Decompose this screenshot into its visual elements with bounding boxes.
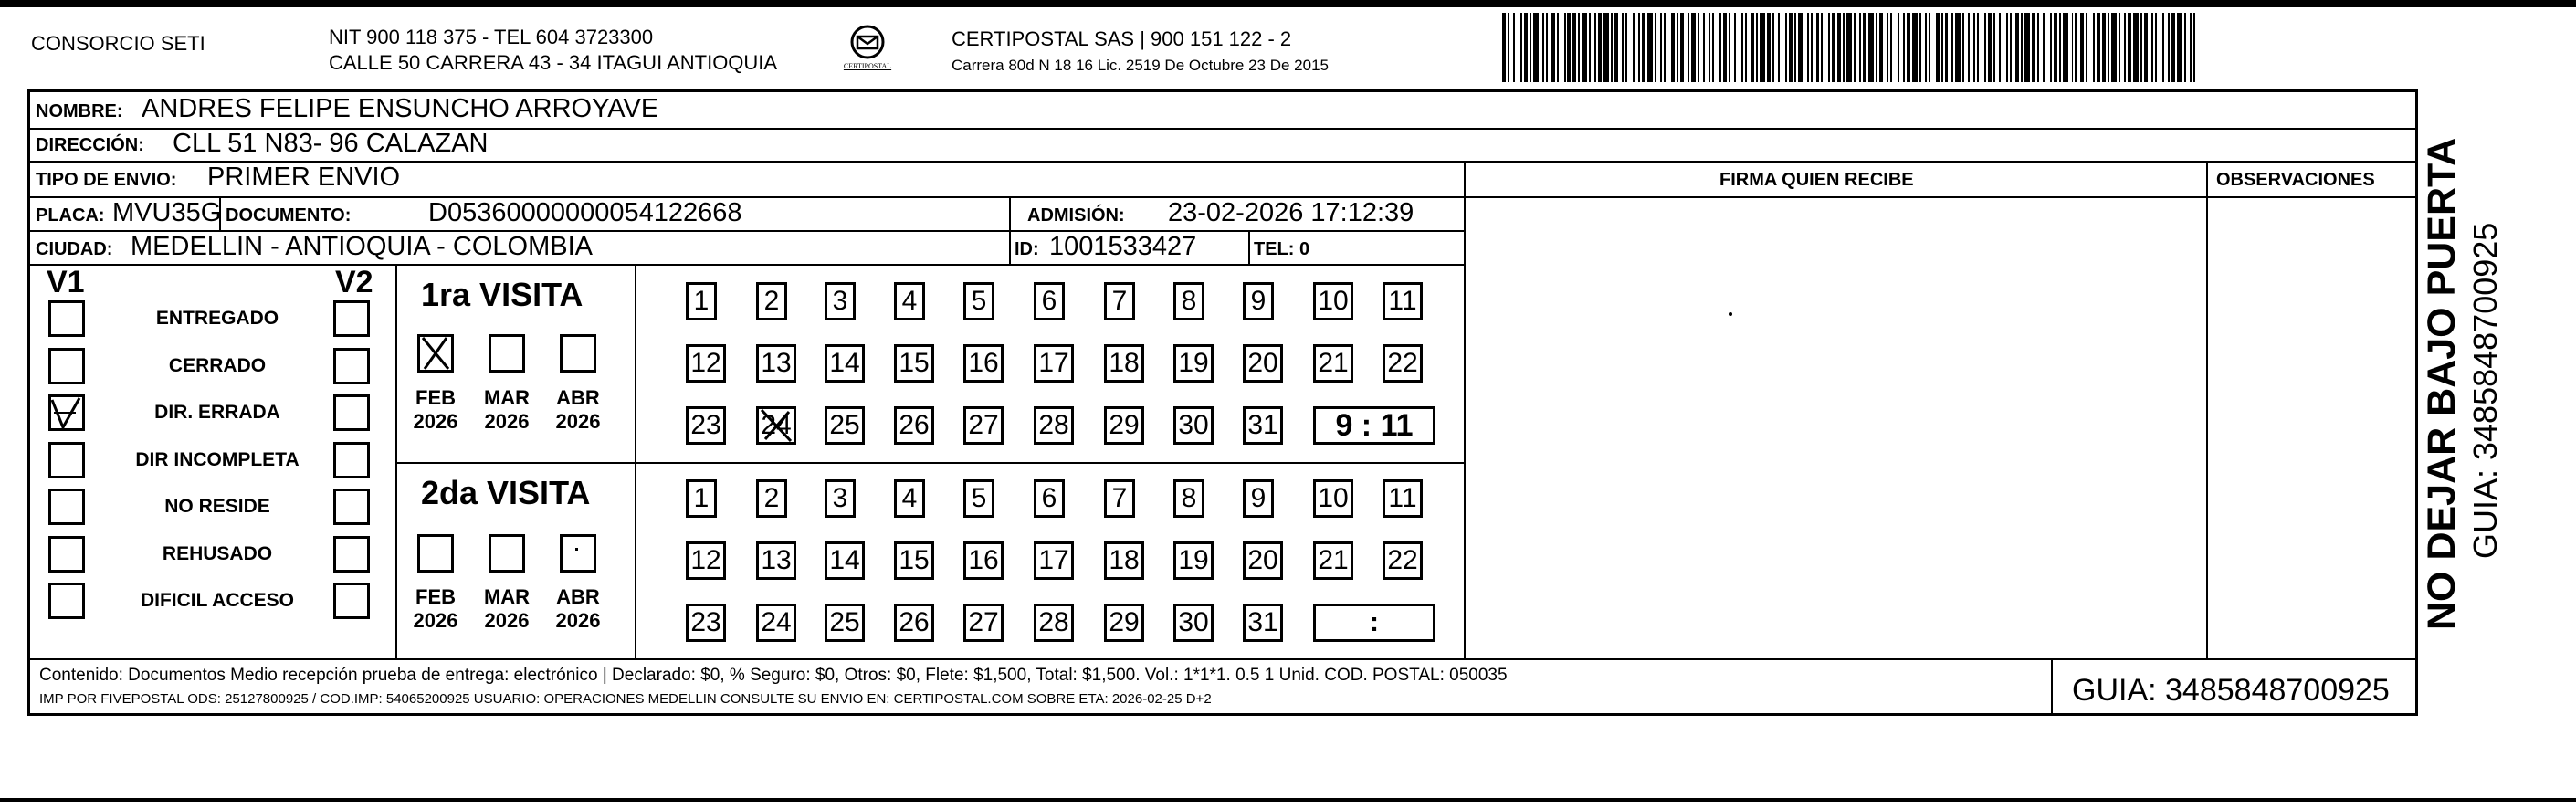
v2-checkbox-dir-errada[interactable] xyxy=(333,394,370,431)
second-visit-day-19[interactable]: 19 xyxy=(1173,541,1214,580)
tipo-label: TIPO DE ENVIO: xyxy=(36,170,177,190)
month-year-label xyxy=(408,585,463,633)
second-visit-day-5[interactable]: 5 xyxy=(963,479,994,518)
status-label-dir-incompleta: DIR INCOMPLETA xyxy=(135,448,300,470)
first-visit-day-30[interactable]: 30 xyxy=(1173,406,1214,445)
first-visit-day-16[interactable]: 16 xyxy=(963,344,1004,383)
v2-checkbox-cerrado[interactable] xyxy=(333,348,370,384)
signature-mark xyxy=(1729,312,1732,316)
nit-line: NIT 900 118 375 - TEL 604 3723300 xyxy=(329,26,654,48)
second-visit-day-17[interactable]: 17 xyxy=(1034,541,1074,580)
barcode xyxy=(1502,13,2201,82)
first-visit-day-12[interactable]: 12 xyxy=(686,344,726,383)
tipo-value: PRIMER ENVIO xyxy=(207,163,401,192)
v1-checkbox-dir-errada[interactable] xyxy=(48,394,85,431)
envelope-circle-icon xyxy=(838,24,897,79)
second-visit-day-3[interactable]: 3 xyxy=(825,479,856,518)
second-visit-day-9[interactable]: 9 xyxy=(1243,479,1274,518)
second-visit-month-abr[interactable] xyxy=(560,534,596,573)
id-label: ID: xyxy=(1015,239,1039,259)
month-year-label xyxy=(551,386,605,434)
month-label: ABR xyxy=(556,386,600,409)
first-visit-day-29[interactable]: 29 xyxy=(1104,406,1144,445)
ciudad-value: MEDELLIN - ANTIOQUIA - COLOMBIA xyxy=(131,232,593,261)
tel-value: 0 xyxy=(1299,239,1310,259)
first-visit-time-box[interactable]: 9 : 11 xyxy=(1313,406,1435,445)
v1-checkbox-dificil-acceso[interactable] xyxy=(48,583,85,619)
license-line: Carrera 80d N 18 16 Lic. 2519 De Octubre 23 De 2015 xyxy=(952,57,1329,74)
direccion-label: DIRECCIÓN: xyxy=(36,135,144,155)
cross-mark-icon xyxy=(756,406,796,445)
v1-header: V1 xyxy=(47,265,85,299)
documento-value: D05360000000054122668 xyxy=(428,198,742,227)
month-label: ABR xyxy=(556,585,600,608)
footer-guia: GUIA: 3485848700925 xyxy=(2072,673,2390,708)
company-name: CONSORCIO SETI xyxy=(31,32,205,55)
first-visit-day-15[interactable]: 15 xyxy=(894,344,934,383)
second-visit-day-7[interactable]: 7 xyxy=(1104,479,1135,518)
year-label: 2026 xyxy=(555,609,601,632)
month-label: FEB xyxy=(415,386,456,409)
v2-checkbox-no-reside[interactable] xyxy=(333,489,370,525)
observaciones-header: OBSERVACIONES xyxy=(2216,170,2375,190)
first-visit-day-13[interactable]: 13 xyxy=(756,344,796,383)
first-visit-day-28[interactable]: 28 xyxy=(1034,406,1074,445)
second-visit-day-2[interactable]: 2 xyxy=(756,479,787,518)
first-visit-day-14[interactable]: 14 xyxy=(825,344,865,383)
first-visit-day-21[interactable]: 21 xyxy=(1313,344,1353,383)
second-visit-day-23[interactable]: 23 xyxy=(686,604,726,642)
second-visit-day-13[interactable]: 13 xyxy=(756,541,796,580)
tel-label: TEL: xyxy=(1254,239,1295,259)
first-visit-day-1[interactable]: 1 xyxy=(686,282,717,320)
first-visit-title: 1ra VISITA xyxy=(421,276,584,313)
month-year-label xyxy=(479,386,534,434)
second-visit-day-11[interactable]: 11 xyxy=(1383,479,1423,518)
first-visit-day-23[interactable]: 23 xyxy=(686,406,726,445)
firma-header: FIRMA QUIEN RECIBE xyxy=(1719,170,1914,190)
status-label-cerrado: CERRADO xyxy=(168,354,267,376)
second-visit-time-box[interactable]: : xyxy=(1313,604,1435,642)
month-label: FEB xyxy=(415,585,456,608)
second-visit-day-18[interactable]: 18 xyxy=(1104,541,1144,580)
second-visit-day-21[interactable]: 21 xyxy=(1313,541,1353,580)
second-visit-day-20[interactable]: 20 xyxy=(1243,541,1283,580)
v1-checkbox-entregado[interactable] xyxy=(48,300,85,337)
first-visit-day-31[interactable]: 31 xyxy=(1243,406,1283,445)
status-label-dir-errada: DIR. ERRADA xyxy=(154,402,280,423)
second-visit-day-14[interactable]: 14 xyxy=(825,541,865,580)
first-visit-month-abr[interactable] xyxy=(560,334,596,373)
nombre-value: ANDRES FELIPE ENSUNCHO ARROYAVE xyxy=(142,94,659,123)
second-visit-day-31[interactable]: 31 xyxy=(1243,604,1283,642)
year-label: 2026 xyxy=(484,410,530,433)
first-visit-day-19[interactable]: 19 xyxy=(1173,344,1214,383)
bottom-edge-line xyxy=(0,798,2576,802)
check-mark-icon xyxy=(48,394,85,431)
first-visit-month-mar[interactable] xyxy=(489,334,525,373)
first-visit-day-18[interactable]: 18 xyxy=(1104,344,1144,383)
year-label: 2026 xyxy=(555,410,601,433)
shipping-label-form xyxy=(27,89,2418,716)
second-visit-day-8[interactable]: 8 xyxy=(1173,479,1204,518)
v1-checkbox-cerrado[interactable] xyxy=(48,348,85,384)
second-visit-day-1[interactable]: 1 xyxy=(686,479,717,518)
second-visit-month-feb[interactable] xyxy=(417,534,454,573)
v2-checkbox-dificil-acceso[interactable] xyxy=(333,583,370,619)
month-year-label xyxy=(408,386,463,434)
second-visit-day-25[interactable]: 25 xyxy=(825,604,865,642)
address-line: CALLE 50 CARRERA 43 - 34 ITAGUI ANTIOQUIA xyxy=(329,51,778,74)
first-visit-day-6[interactable]: 6 xyxy=(1034,282,1065,320)
v2-checkbox-dir-incompleta[interactable] xyxy=(333,442,370,478)
ciudad-label: CIUDAD: xyxy=(36,239,113,259)
v1-checkbox-no-reside[interactable] xyxy=(48,489,85,525)
second-visit-day-4[interactable]: 4 xyxy=(894,479,925,518)
nombre-label: NOMBRE: xyxy=(36,101,123,121)
id-value: 1001533427 xyxy=(1049,232,1197,261)
first-visit-day-4[interactable]: 4 xyxy=(894,282,925,320)
second-visit-day-15[interactable]: 15 xyxy=(894,541,934,580)
footer-content-line: Contenido: Documentos Medio recepción prueba de entrega: electrónico | Declarado: $0, % Seguro: $0, Otros: $0, Flete: $1,500, Total: $1,500. Vol.: 1*1*1. 0.5 1 Unid. COD. POSTAL: 050035 xyxy=(39,666,1508,685)
first-visit-day-10[interactable]: 10 xyxy=(1313,282,1353,320)
first-visit-day-11[interactable]: 11 xyxy=(1383,282,1423,320)
year-label: 2026 xyxy=(413,410,458,433)
first-visit-day-25[interactable]: 25 xyxy=(825,406,865,445)
month-year-label xyxy=(479,585,534,633)
first-visit-day-2[interactable]: 2 xyxy=(756,282,787,320)
dot-mark xyxy=(575,548,578,551)
second-visit-day-29[interactable]: 29 xyxy=(1104,604,1144,642)
top-edge-bar xyxy=(0,0,2576,7)
v1-checkbox-rehusado[interactable] xyxy=(48,536,85,573)
admision-value: 23-02-2026 17:12:39 xyxy=(1168,198,1414,227)
second-visit-day-26[interactable]: 26 xyxy=(894,604,934,642)
month-label: MAR xyxy=(483,585,531,608)
first-visit-day-7[interactable]: 7 xyxy=(1104,282,1135,320)
certipostal-line: CERTIPOSTAL SAS | 900 151 122 - 2 xyxy=(952,27,1292,50)
v2-header: V2 xyxy=(335,265,373,299)
first-visit-day-22[interactable]: 22 xyxy=(1383,344,1423,383)
month-year-label xyxy=(551,585,605,633)
first-visit-day-17[interactable]: 17 xyxy=(1034,344,1074,383)
status-label-rehusado: REHUSADO xyxy=(162,542,273,564)
first-visit-day-27[interactable]: 27 xyxy=(963,406,1004,445)
admision-label: ADMISIÓN: xyxy=(1027,205,1125,226)
first-visit-day-26[interactable]: 26 xyxy=(894,406,934,445)
first-visit-day-24[interactable]: 24 xyxy=(756,406,796,445)
second-visit-day-16[interactable]: 16 xyxy=(963,541,1004,580)
status-label-no-reside: NO RESIDE xyxy=(164,496,270,517)
second-visit-day-24[interactable]: 24 xyxy=(756,604,796,642)
second-visit-day-30[interactable]: 30 xyxy=(1173,604,1214,642)
second-visit-day-28[interactable]: 28 xyxy=(1034,604,1074,642)
first-visit-day-3[interactable]: 3 xyxy=(825,282,856,320)
status-label-dificil-acceso: DIFICIL ACCESO xyxy=(140,590,294,611)
second-visit-day-27[interactable]: 27 xyxy=(963,604,1004,642)
second-visit-month-mar[interactable] xyxy=(489,534,525,573)
second-visit-day-10[interactable]: 10 xyxy=(1313,479,1353,518)
placa-label: PLACA: xyxy=(36,205,105,226)
certipostal-logo xyxy=(838,24,897,79)
placa-value: MVU35G xyxy=(112,198,222,227)
no-dejar-bajo-puerta-text: NO DEJAR BAJO PUERTA xyxy=(2420,137,2464,630)
v2-checkbox-rehusado[interactable] xyxy=(333,536,370,573)
year-label: 2026 xyxy=(484,609,530,632)
year-label: 2026 xyxy=(413,609,458,632)
first-visit-day-20[interactable]: 20 xyxy=(1243,344,1283,383)
v2-checkbox-entregado[interactable] xyxy=(333,300,370,337)
month-label: MAR xyxy=(483,386,531,409)
second-visit-day-6[interactable]: 6 xyxy=(1034,479,1065,518)
cross-mark-icon xyxy=(417,334,454,373)
direccion-value: CLL 51 N83- 96 CALAZAN xyxy=(173,129,489,158)
second-visit-day-22[interactable]: 22 xyxy=(1383,541,1423,580)
logo-text: CERTIPOSTAL xyxy=(843,62,892,70)
status-label-entregado: ENTREGADO xyxy=(155,308,279,329)
v1-checkbox-dir-incompleta[interactable] xyxy=(48,442,85,478)
side-guia-text: GUIA: 3485848700925 xyxy=(2466,222,2504,559)
footer-imp-line: IMP POR FIVEPOSTAL ODS: 25127800925 / COD.IMP: 54065200925 USUARIO: OPERACIONES MEDELLIN CONSULTE SU ENVIO EN: CERTIPOSTAL.COM SOBRE ETA: 2026-02-25 D+2 xyxy=(39,691,1212,707)
second-visit-day-12[interactable]: 12 xyxy=(686,541,726,580)
first-visit-day-5[interactable]: 5 xyxy=(963,282,994,320)
first-visit-day-9[interactable]: 9 xyxy=(1243,282,1274,320)
documento-label: DOCUMENTO: xyxy=(226,205,352,226)
second-visit-title: 2da VISITA xyxy=(421,474,591,511)
first-visit-month-feb[interactable] xyxy=(417,334,454,373)
first-visit-day-8[interactable]: 8 xyxy=(1173,282,1204,320)
